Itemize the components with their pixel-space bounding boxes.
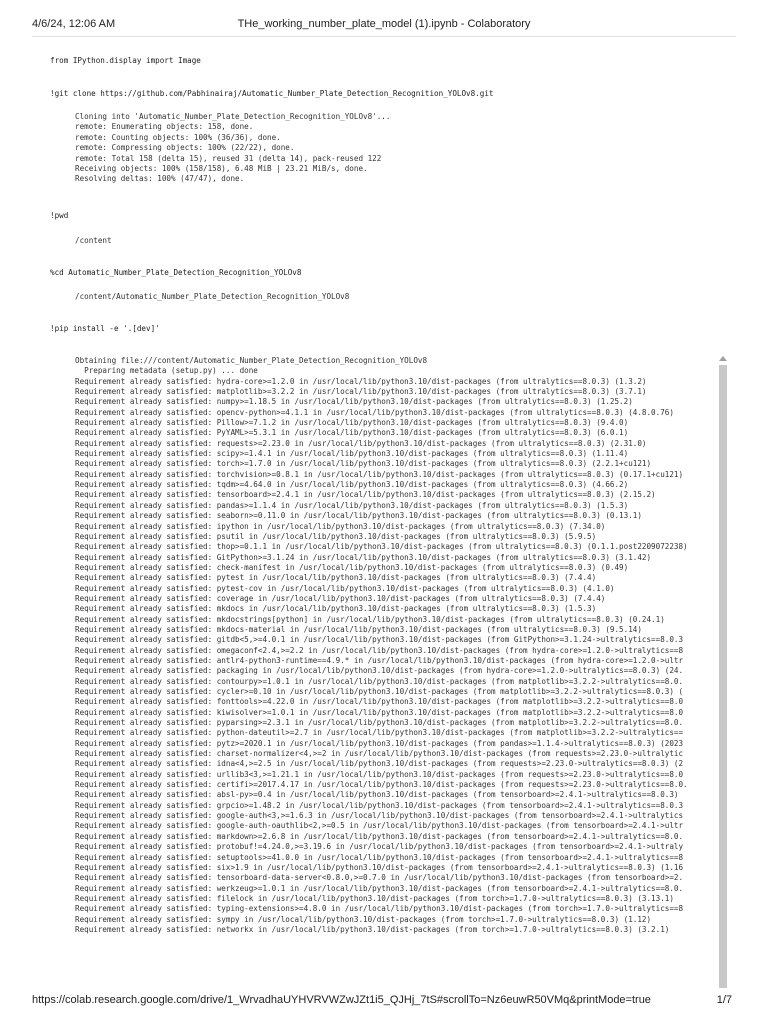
output-line: Requirement already satisfied: Pillow>=7.1.2 in /usr/local/lib/python3.10/dist-packages (from ultralytics==8.0.3) (9.4.0) (75, 418, 629, 428)
output-line: Requirement already satisfied: six>1.9 in /usr/local/lib/python3.10/dist-packages (from tensorboard>=2.4.1->ultralytics==8.0.3) (1.16 (75, 862, 684, 872)
output-line: Requirement already satisfied: seaborn>=0.11.0 in /usr/local/lib/python3.10/dist-packages (from ultralytics==8.0.3) (0.13.1) (75, 511, 642, 521)
output-line: Obtaining file:///content/Automatic_Number_Plate_Detection_Recognition_YOLOv8 (75, 356, 428, 365)
output-line: Requirement already satisfied: contourpy>=1.0.1 in /usr/local/lib/python3.10/dist-packages (from matplotlib>=3.2.2->ultralytics==8.0. (75, 676, 684, 686)
output-line: Requirement already satisfied: grpcio>=1.48.2 in /usr/local/lib/python3.10/dist-packages (from tensorboard>=2.4.1->ultralytics==8.0.3 (75, 800, 684, 810)
code-cell-import[interactable]: from IPython.display import Image (50, 56, 201, 65)
pip-output-lines (75, 356, 715, 935)
page-url: https://colab.research.google.com/drive/1_WrvadhaUYHVRVWZwJZt1i5_QJHj_7tS#scrollTo=Nz6euwR50VMq&printMode=true (32, 994, 651, 1006)
output-line: Requirement already satisfied: thop>=0.1.1 in /usr/local/lib/python3.10/dist-packages (from ultralytics==8.0.3) (0.1.1.post2209072238) (75, 542, 688, 552)
output-pip-install[interactable] (75, 356, 731, 988)
output-line: Requirement already satisfied: typing-extensions>=4.8.0 in /usr/local/lib/python3.10/dist-packages (from torch>=1.7.0->ultralytics==8 (75, 904, 684, 914)
output-line: Requirement already satisfied: check-manifest in /usr/local/lib/python3.10/dist-packages (from ultralytics==8.0.3) (0.49) (75, 562, 629, 572)
output-line: Requirement already satisfied: gitdb<5,>=4.0.1 in /usr/local/lib/python3.10/dist-packages (from GitPython>=3.1.24->ultralytics==8.0.3 (75, 635, 684, 645)
output-line: Requirement already satisfied: mkdocstrings[python] in /usr/local/lib/python3.10/dist-packages (from ultralytics==8.0.3) (0.24.1) (75, 614, 665, 624)
output-line: Requirement already satisfied: fonttools>=4.22.0 in /usr/local/lib/python3.10/dist-packages (from matplotlib>=3.2.2->ultralytics==8.0 (75, 697, 684, 707)
output-line: Requirement already satisfied: coverage in /usr/local/lib/python3.10/dist-packages (from ultralytics==8.0.3) (7.4.4) (75, 593, 606, 603)
output-line: Requirement already satisfied: tensorboard-data-server<0.8.0,>=0.7.0 in /usr/local/lib/python3.10/dist-packages (from tensorboard>=2. (75, 873, 684, 883)
print-footer (0, 994, 768, 1014)
output-line: Requirement already satisfied: google-auth<3,>=1.6.3 in /usr/local/lib/python3.10/dist-packages (from tensorboard>=2.4.1->ultralytics (75, 811, 684, 821)
output-line: Requirement already satisfied: requests>=2.23.0 in /usr/local/lib/python3.10/dist-packages (from ultralytics==8.0.3) (2.31.0) (75, 438, 647, 448)
code-cell-pip-install[interactable]: !pip install -e '.[dev]' (50, 324, 160, 333)
output-line: Requirement already satisfied: matplotlib>=3.2.2 in /usr/local/lib/python3.10/dist-packages (from ultralytics==8.0.3) (3.7.1) (75, 387, 647, 397)
output-git-clone: Cloning into 'Automatic_Number_Plate_Detection_Recognition_YOLOv8'... remote: Enumerating objects: 158, done. remote: Counting objects: 100% (36/36), done. remote: Compressing objects: 100% (22/22), done. remote: Total 158 (delta 15), reused 31 (delta 14), pack-reused 122 Receiving objects: 100% (158/158), 6.48 MiB | 23.21 MiB/s, done. Resolving deltas: 100% (47/47), done. (75, 112, 391, 184)
output-line: Requirement already satisfied: tqdm>=4.64.0 in /usr/local/lib/python3.10/dist-packages (from ultralytics==8.0.3) (4.66.2) (75, 480, 629, 490)
output-line: Requirement already satisfied: hydra-core>=1.2.0 in /usr/local/lib/python3.10/dist-packages (from ultralytics==8.0.3) (1.3.2) (75, 376, 647, 386)
output-line: Requirement already satisfied: kiwisolver>=1.0.1 in /usr/local/lib/python3.10/dist-packages (from matplotlib>=3.2.2->ultralytics==8.0 (75, 707, 684, 717)
code-cell-cd[interactable]: %cd Automatic_Number_Plate_Detection_Recognition_YOLOv8 (50, 268, 302, 277)
notebook-title: THe_working_number_plate_model (1).ipynb - Colaboratory (237, 18, 531, 30)
output-line: Requirement already satisfied: google-auth-oauthlib<2,>=0.5 in /usr/local/lib/python3.10/dist-packages (from tensorboard>=2.4.1->ultr (75, 821, 684, 831)
output-line: Requirement already satisfied: protobuf!=4.24.0,>=3.19.6 in /usr/local/lib/python3.10/dist-packages (from tensorboard>=2.4.1->ultraly (75, 842, 684, 852)
output-scrollbar[interactable] (718, 356, 728, 988)
output-line: Requirement already satisfied: pytz>=2020.1 in /usr/local/lib/python3.10/dist-packages (from pandas>=1.1.4->ultralytics==8.0.3) (2023 (75, 738, 684, 748)
output-line: Requirement already satisfied: omegaconf<2.4,>=2.2 in /usr/local/lib/python3.10/dist-packages (from hydra-core>=1.2.0->ultralytics==8 (75, 645, 684, 655)
output-line: Requirement already satisfied: antlr4-python3-runtime==4.9.* in /usr/local/lib/python3.10/dist-packages (from hydra-core>=1.2.0->ultr (75, 655, 684, 665)
output-line: Requirement already satisfied: setuptools>=41.0.0 in /usr/local/lib/python3.10/dist-packages (from tensorboard>=2.4.1->ultralytics==8 (75, 852, 684, 862)
scrollbar-thumb[interactable] (719, 365, 727, 988)
output-line: Requirement already satisfied: packaging in /usr/local/lib/python3.10/dist-packages (from hydra-core>=1.2.0->ultralytics==8.0.3) (24. (75, 666, 684, 676)
output-line: Requirement already satisfied: scipy>=1.4.1 in /usr/local/lib/python3.10/dist-packages (from ultralytics==8.0.3) (1.11.4) (75, 449, 629, 459)
output-line: Requirement already satisfied: markdown>=2.6.8 in /usr/local/lib/python3.10/dist-packages (from tensorboard>=2.4.1->ultralytics==8.0. (75, 831, 684, 841)
output-line: Requirement already satisfied: pytest-cov in /usr/local/lib/python3.10/dist-packages (from ultralytics==8.0.3) (4.1.0) (75, 583, 615, 593)
output-line: Requirement already satisfied: sympy in /usr/local/lib/python3.10/dist-packages (from torch>=1.7.0->ultralytics==8.0.3) (1.12) (75, 914, 652, 924)
code-cell-pwd[interactable]: !pwd (50, 211, 69, 220)
print-date: 4/6/24, 12:06 AM (32, 18, 116, 30)
output-line: Requirement already satisfied: PyYAML>=5.3.1 in /usr/local/lib/python3.10/dist-packages (from ultralytics==8.0.3) (6.0.1) (75, 428, 629, 438)
output-line: Requirement already satisfied: torch>=1.7.0 in /usr/local/lib/python3.10/dist-packages (from ultralytics==8.0.3) (2.2.1+cu121) (75, 459, 652, 469)
output-line: Requirement already satisfied: idna<4,>=2.5 in /usr/local/lib/python3.10/dist-packages (from requests>=2.23.0->ultralytics==8.0.3) (2 (75, 759, 684, 769)
output-line: Requirement already satisfied: werkzeug>=1.0.1 in /usr/local/lib/python3.10/dist-packages (from tensorboard>=2.4.1->ultralytics==8.0. (75, 883, 684, 893)
output-pwd: /content (75, 236, 112, 245)
output-line: Requirement already satisfied: mkdocs-material in /usr/local/lib/python3.10/dist-packages (from ultralytics==8.0.3) (9.5.14) (75, 624, 642, 634)
output-line: Requirement already satisfied: tensorboard>=2.4.1 in /usr/local/lib/python3.10/dist-packages (from ultralytics==8.0.3) (2.15.2) (75, 490, 656, 500)
output-cd: /content/Automatic_Number_Plate_Detection_Recognition_YOLOv8 (75, 292, 350, 301)
page-number: 1/7 (716, 994, 732, 1006)
output-line: Requirement already satisfied: absl-py>=0.4 in /usr/local/lib/python3.10/dist-packages (from tensorboard>=2.4.1->ultralytics==8.0.3) (75, 790, 679, 800)
output-line: Preparing metadata (setup.py) ... done (75, 366, 258, 376)
output-line: Requirement already satisfied: pandas>=1.1.4 in /usr/local/lib/python3.10/dist-packages (from ultralytics==8.0.3) (1.5.3) (75, 500, 629, 510)
output-line: Requirement already satisfied: pyparsing>=2.3.1 in /usr/local/lib/python3.10/dist-packages (from matplotlib>=3.2.2->ultralytics==8.0. (75, 718, 684, 728)
output-line: Requirement already satisfied: certifi>=2017.4.17 in /usr/local/lib/python3.10/dist-packages (from requests>=2.23.0->ultralytics==8.0. (75, 780, 688, 790)
output-line: Requirement already satisfied: GitPython>=3.1.24 in /usr/local/lib/python3.10/dist-packages (from ultralytics==8.0.3) (3.1.42) (75, 552, 652, 562)
output-line: Requirement already satisfied: charset-normalizer<4,>=2 in /usr/local/lib/python3.10/dist-packages (from requests>=2.23.0->ultralytic (75, 749, 684, 759)
output-line: Requirement already satisfied: filelock in /usr/local/lib/python3.10/dist-packages (from torch>=1.7.0->ultralytics==8.0.3) (3.13.1) (75, 893, 674, 903)
output-line: Requirement already satisfied: numpy>=1.18.5 in /usr/local/lib/python3.10/dist-packages (from ultralytics==8.0.3) (1.25.2) (75, 397, 633, 407)
output-line: Requirement already satisfied: ipython in /usr/local/lib/python3.10/dist-packages (from ultralytics==8.0.3) (7.34.0) (75, 521, 606, 531)
output-line: Requirement already satisfied: pytest in /usr/local/lib/python3.10/dist-packages (from ultralytics==8.0.3) (7.4.4) (75, 573, 597, 583)
output-line: Requirement already satisfied: opencv-python>=4.1.1 in /usr/local/lib/python3.10/dist-packages (from ultralytics==8.0.3) (4.8.0.76) (75, 407, 674, 417)
output-line: Requirement already satisfied: python-dateutil>=2.7 in /usr/local/lib/python3.10/dist-packages (from matplotlib>=3.2.2->ultralytics== (75, 728, 684, 738)
output-line: Requirement already satisfied: torchvision>=0.8.1 in /usr/local/lib/python3.10/dist-packages (from ultralytics==8.0.3) (0.17.1+cu121) (75, 469, 684, 479)
code-cell-git-clone[interactable]: !git clone https://github.com/Pabhinairaj/Automatic_Number_Plate_Detection_Recognition_YOLOv8.git (50, 89, 494, 98)
output-line: Requirement already satisfied: mkdocs in /usr/local/lib/python3.10/dist-packages (from ultralytics==8.0.3) (1.5.3) (75, 604, 597, 614)
output-line: Requirement already satisfied: cycler>=0.10 in /usr/local/lib/python3.10/dist-packages (from matplotlib>=3.2.2->ultralytics==8.0.3) ( (75, 687, 684, 696)
output-line: Requirement already satisfied: psutil in /usr/local/lib/python3.10/dist-packages (from ultralytics==8.0.3) (5.9.5) (75, 531, 597, 541)
output-line: Requirement already satisfied: urllib3<3,>=1.21.1 in /usr/local/lib/python3.10/dist-packages (from requests>=2.23.0->ultralytics==8.0 (75, 769, 684, 779)
output-line: Requirement already satisfied: networkx in /usr/local/lib/python3.10/dist-packages (from torch>=1.7.0->ultralytics==8.0.3) (3.2.1) (75, 924, 670, 934)
scroll-up-arrow-icon[interactable] (719, 356, 727, 361)
